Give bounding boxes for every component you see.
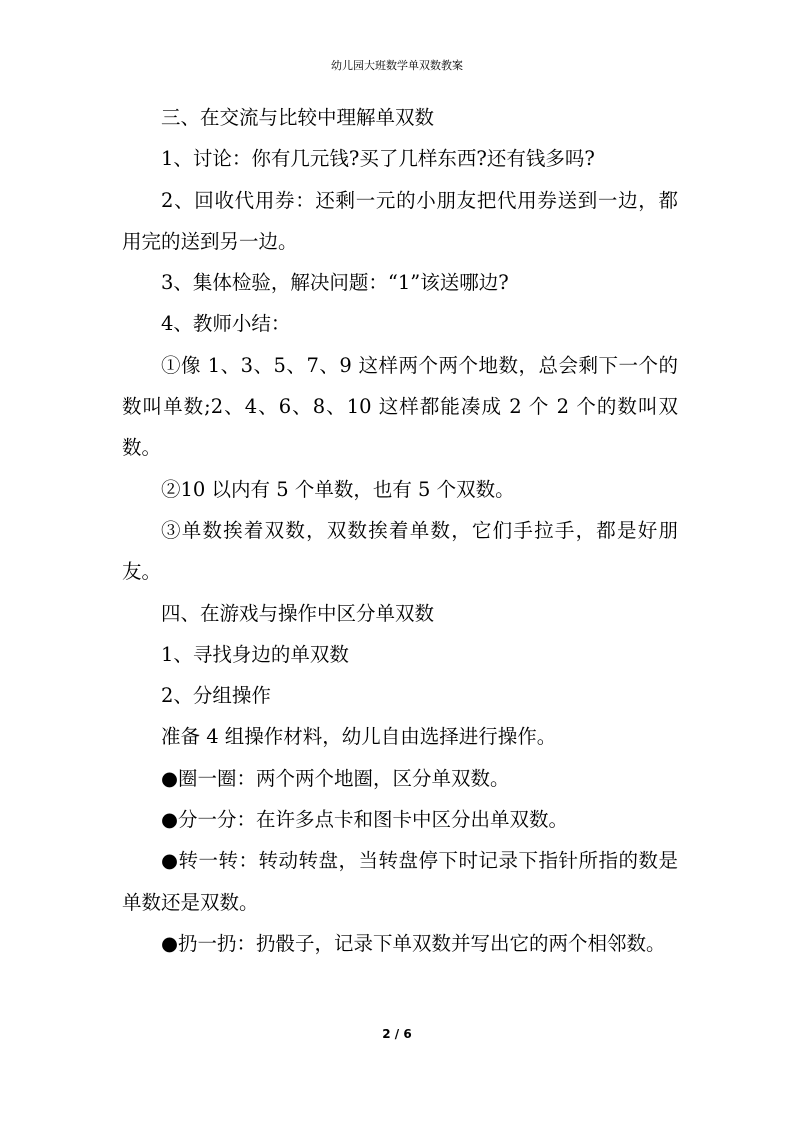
- document-body: [122, 97, 678, 964]
- paragraph-find-numbers: 1、寻找身边的单双数: [161, 642, 349, 666]
- section-heading-3: 三、在交流与比较中理解单双数: [161, 106, 435, 129]
- activity-sort: ●分一分：在许多点卡和图卡中区分出单双数。: [161, 808, 569, 832]
- activity-spin: ●转一转：转动转盘，当转盘停下时记录下指针所指的数是单数还是双数。: [122, 849, 678, 914]
- page-header: [0, 58, 794, 74]
- paragraph-materials: 准备 4 组操作材料，幼儿自由选择进行操作。: [161, 725, 557, 749]
- paragraph-collect-coupons: 2、回收代用券：还剩一元的小朋友把代用券送到一边，都用完的送到另一边。: [122, 188, 678, 253]
- section-heading-4: 四、在游戏与操作中区分单双数: [161, 601, 435, 625]
- activity-dice: ●扔一扔：扔骰子，记录下单双数并写出它的两个相邻数。: [161, 931, 666, 955]
- paragraph-group-check: 3、集体检验，解决问题：“1”该送哪边?: [161, 271, 509, 295]
- paragraph-group-operation: 2、分组操作: [161, 684, 271, 708]
- document-title: 幼儿园大班数学单双数教案: [331, 59, 463, 72]
- page-footer: [0, 1026, 794, 1042]
- page-number: 2 / 6: [382, 1027, 412, 1041]
- activity-circle: ●圈一圈：两个两个地圈，区分单双数。: [161, 766, 510, 790]
- summary-point-3: ③单数挨着双数，双数挨着单数，它们手拉手，都是好朋友。: [122, 518, 678, 584]
- summary-point-2: ②10 以内有 5 个单数，也有 5 个双数。: [161, 477, 515, 501]
- summary-point-1: ①像 1、3、5、7、9 这样两个两个地数，总会剩下一个的数叫单数;2、4、6、8、10 这样都能凑成 2 个 2 个的数叫双数。: [122, 353, 678, 460]
- paragraph-teacher-summary: 4、教师小结：: [161, 312, 291, 336]
- paragraph-discussion: 1、讨论：你有几元钱?买了几样东西?还有钱多吗?: [161, 147, 595, 171]
